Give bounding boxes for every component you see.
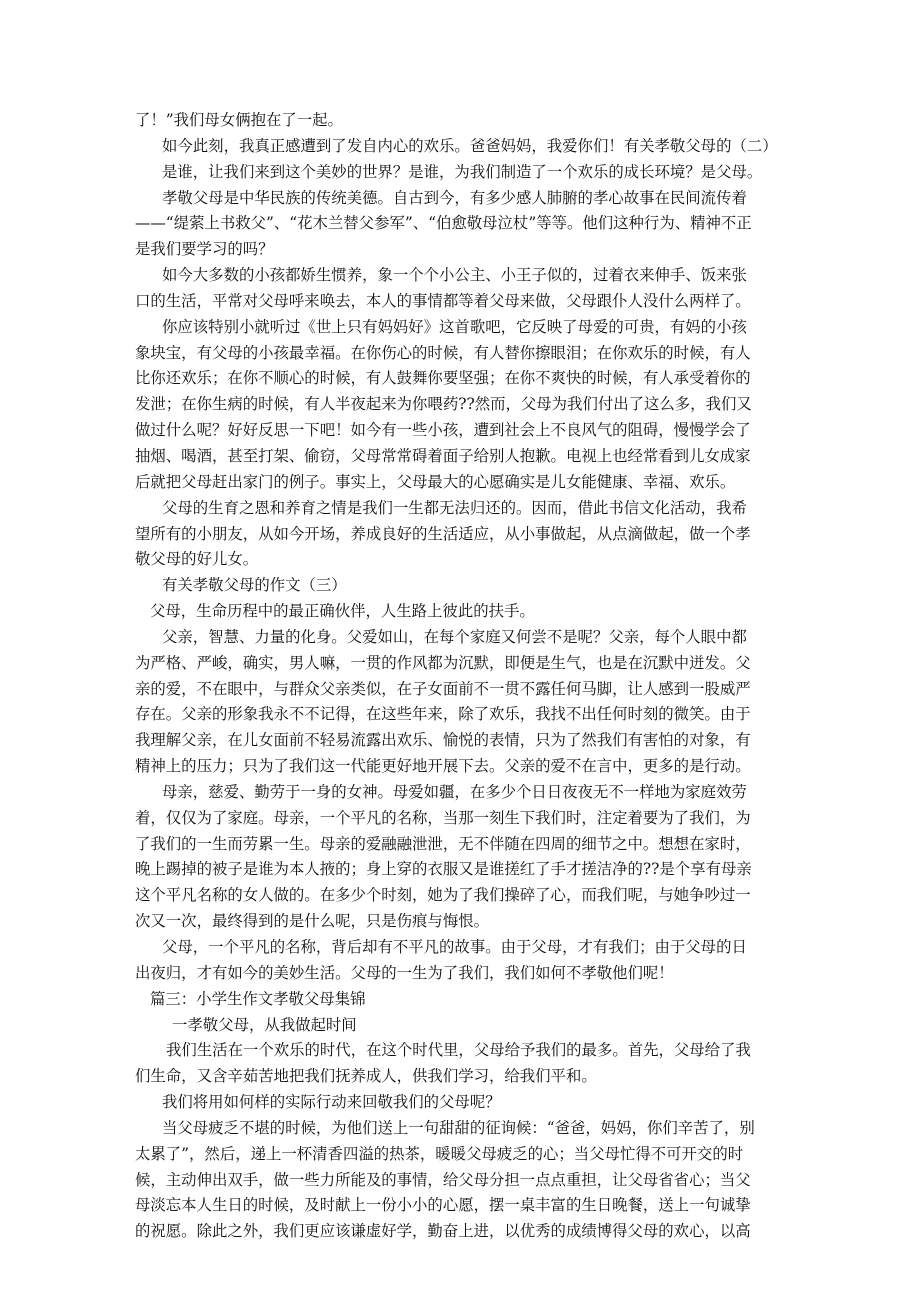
text-line: 父亲，智慧、力量的化身。父爱如山，在每个家庭又何尝不是呢？父亲，每个人眼中都 <box>162 627 747 646</box>
text-line: 比你还欢乐；在你不顺心的时候，有人鼓舞你要坚强；在你不爽快的时候，有人承受着你的 <box>135 369 751 388</box>
text-line: 有关孝敬父母的作文（三） <box>162 576 347 595</box>
text-line: 如今大多数的小孩都娇生惯养，象一个个小公主、小王子似的，过着衣来伸手、饭来张 <box>162 266 747 285</box>
text-line: 我们将用如何样的实际行动来回敬我们的父母呢？ <box>162 1093 501 1112</box>
text-line: 晚上踢掉的被子是谁为本人掖的；身上穿的衣服又是谁搓红了手才搓洁净的??是个享有母亲 <box>135 860 752 879</box>
text-line: 亲的爱，不在眼中，与群众父亲类似，在子女面前不一贯不露任何马脚，让人感到一股威严 <box>135 679 751 698</box>
text-line: 的祝愿。除此之外，我们更应该谦虚好学，勤奋上进，以优秀的成绩博得父母的欢心，以高 <box>135 1222 751 1241</box>
text-line: 如今此刻，我真正感遭到了发自内心的欢乐。爸爸妈妈，我爱你们！有关孝敬父母的（二） <box>162 136 778 155</box>
text-line: 我们生活在一个欢乐的时代，在这个时代里，父母给予我们的最多。首先，父母给了我 <box>166 1041 751 1060</box>
text-line: ——“缇萦上书救父”、“花木兰替父参军”、“伯愈敬母泣杖”等等。他们这种行为、精神不正 <box>135 214 752 233</box>
text-line: 了我们的一生而劳累一生。母亲的爱融融泄泄，无不伴随在四周的细节之中。想想在家时， <box>135 834 751 853</box>
text-line: 口的生活，平常对父母呼来唤去，本人的事情都等着父母来做，父母跟仆人没什么两样了。 <box>135 291 751 310</box>
text-line: 父母，一个平凡的名称，背后却有不平凡的故事。由于父母，才有我们；由于父母的日 <box>162 938 747 956</box>
text-line: 为严格、严峻，确实，男人嘛，一贯的作风都为沉默，即便是生气，也是在沉默中迸发。父 <box>135 653 751 672</box>
text-line: 望所有的小朋友，从如今开场，养成良好的生活适应，从小事做起，从点滴做起，做一个孝 <box>135 524 751 543</box>
text-line: 父母，生命历程中的最正确伙伴，人生路上彼此的扶手。 <box>150 602 535 621</box>
text-line: 发泄；在你生病的时候，有人半夜起来为你喂药??然而，父母为我们付出了这么多，我们又 <box>135 395 752 414</box>
text-line: 敬父母的好儿女。 <box>135 550 259 569</box>
text-line: 当父母疲乏不堪的时候，为他们送上一句甜甜的征询候：“爸爸，妈妈，你们辛苦了，别 <box>162 1118 755 1137</box>
text-line: 这个平凡名称的女人做的。在多少个时刻，她为了我们操碎了心，而我们呢，与她争吵过一 <box>135 886 751 905</box>
text-line: 候，主动伸出双手，做一些力所能及的事情，给父母分担一点点重担，让父母省省心；当父 <box>135 1170 751 1189</box>
text-line: 出夜归，才有如今的美妙生活。父母的一生为了我们，我们如何不孝敬他们呢！ <box>135 963 674 982</box>
text-line: 后就把父母赶出家门的例子。事实上，父母最大的心愿确实是儿女能健康、幸福、欢乐。 <box>135 472 736 491</box>
text-line: 太累了”，然后，递上一杯清香四溢的热茶，暖暖父母疲乏的心；当父母忙得不可开交的时 <box>135 1144 744 1163</box>
text-line: 一孝敬父母，从我做起时间 <box>172 1015 357 1034</box>
text-line: 了！”我们母女俩抱在了一起。 <box>135 111 343 129</box>
text-line: 母亲，慈爱、勤劳于一身的女神。母爱如疆，在多少个日日夜夜无不一样地为家庭效劳 <box>162 782 747 801</box>
text-line: 你应该特别小就听过《世上只有妈妈好》这首歌吧，它反映了母爱的可贵，有妈的小孩 <box>162 317 747 336</box>
text-line: 次又一次，最终得到的是什么呢，只是伤痕与悔恨。 <box>135 912 489 931</box>
text-line: 着，仅仅为了家庭。母亲，一个平凡的名称，当那一刻生下我们时，注定着要为了我们，为 <box>135 808 751 827</box>
text-line: 母淡忘本人生日的时候，及时献上一份小小的心愿，摆一桌丰富的生日晚餐，送上一句诚挚 <box>135 1196 751 1215</box>
text-line: 是谁，让我们来到这个美妙的世界？是谁，为我们制造了一个欢乐的成长环境？是父母。 <box>162 162 763 181</box>
text-line: 存在。父亲的形象我永不不记得，在这些年来，除了欢乐，我找不出任何时刻的微笑。由于 <box>135 705 751 724</box>
text-line: 们生命，又含辛茹苦地把我们抚养成人，供我们学习，给我们平和。 <box>135 1067 597 1086</box>
text-line: 我理解父亲，在儿女面前不轻易流露出欢乐、愉悦的表情，只为了然我们有害怕的对象，有 <box>135 731 751 750</box>
text-line: 父母的生育之恩和养育之情是我们一生都无法归还的。因而，借此书信文化活动，我希 <box>162 498 747 517</box>
text-line: 做过什么呢？好好反思一下吧！如今有一些小孩，遭到社会上不良风气的阻碍，慢慢学会了 <box>135 421 751 440</box>
text-line: 抽烟、喝酒，甚至打架、偷窃，父母常常碍着面子给别人抱歉。电视上也经常看到儿女成家 <box>135 446 751 465</box>
text-line: 篇三：小学生作文孝敬父母集锦 <box>150 989 366 1008</box>
text-line: 孝敬父母是中华民族的传统美德。自古到今，有多少感人肺腑的孝心故事在民间流传着 <box>162 188 747 207</box>
text-line: 精神上的压力；只为了我们这一代能更好地开展下去。父亲的爱不在言中，更多的是行动。 <box>135 757 751 776</box>
text-line: 是我们要学习的吗？ <box>135 240 274 259</box>
text-line: 象块宝，有父母的小孩最幸福。在你伤心的时候，有人替你擦眼泪；在你欢乐的时候，有人 <box>135 343 751 362</box>
